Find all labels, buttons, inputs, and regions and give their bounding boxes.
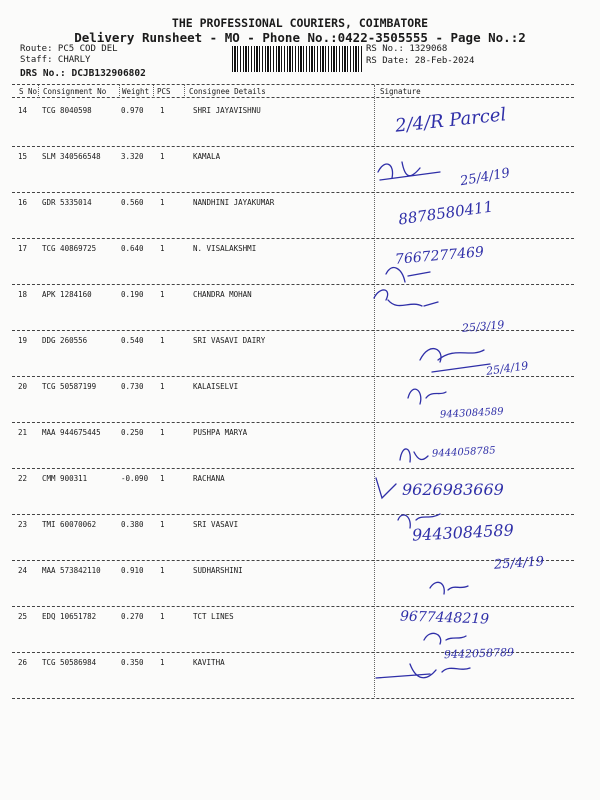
signature-9: 9626983669 xyxy=(402,480,504,499)
cell-consignee: KAMALA xyxy=(193,152,221,161)
cell-pcs: 1 xyxy=(160,106,165,115)
cell-weight: 0.730 xyxy=(121,382,144,391)
signature-13: 9442058789 xyxy=(443,645,515,662)
cell-consignment: DDG 260556 xyxy=(42,336,88,345)
cell-pcs: 1 xyxy=(160,198,165,207)
cell-pcs: 1 xyxy=(160,244,165,253)
cell-sno: 20 xyxy=(18,382,28,391)
cell-consignment: MAA 944675445 xyxy=(42,428,101,437)
cell-consignee: SUDHARSHINI xyxy=(193,566,243,575)
rs-date: RS Date: 28-Feb-2024 xyxy=(366,56,475,66)
cell-pcs: 1 xyxy=(160,520,165,529)
cell-pcs: 1 xyxy=(160,428,165,437)
col-header-signature: Signature xyxy=(380,87,421,96)
signature-6: 25/4/19 xyxy=(485,359,530,378)
cell-consignment: TMI 60070062 xyxy=(42,520,97,529)
cell-consignment: TCG 40869725 xyxy=(42,244,97,253)
cell-weight: 0.250 xyxy=(121,428,144,437)
cell-sno: 16 xyxy=(18,198,28,207)
cell-sno: 25 xyxy=(18,612,28,621)
signature-1: 2/4/R Parcel xyxy=(394,104,508,137)
cell-sno: 23 xyxy=(18,520,28,529)
cell-pcs: 1 xyxy=(160,612,165,621)
col-header-sno: S No xyxy=(19,87,38,96)
cell-sno: 19 xyxy=(18,336,28,345)
cell-consignee: RACHANA xyxy=(193,474,225,483)
signature-5: 25/3/19 xyxy=(461,318,505,335)
signature-3: 8878580411 xyxy=(397,197,495,229)
cell-weight: 0.380 xyxy=(121,520,144,529)
cell-pcs: 1 xyxy=(160,290,165,299)
cell-consignee: PUSHPA MARYA xyxy=(193,428,248,437)
cell-consignee: TCT LINES xyxy=(193,612,234,621)
cell-sno: 24 xyxy=(18,566,28,575)
cell-pcs: 1 xyxy=(160,474,165,483)
staff-label: Staff: CHARLY xyxy=(20,55,91,65)
cell-pcs: 1 xyxy=(160,566,165,575)
col-header-consignment: Consignment No xyxy=(43,87,107,96)
cell-weight: 0.540 xyxy=(121,336,144,345)
cell-consignee: KAVITHA xyxy=(193,658,225,667)
runsheet-subtitle: Delivery Runsheet - MO - Phone No.:0422-3505555 - Page No.:2 xyxy=(74,30,526,45)
cell-consignee: SRI VASAVI xyxy=(193,520,239,529)
cell-weight: -0.090 xyxy=(121,474,149,483)
cell-pcs: 1 xyxy=(160,382,165,391)
route-label: Route: PC5 COD DEL xyxy=(20,44,118,54)
signature-12: 9677448219 xyxy=(399,608,490,628)
signature-4: 7667277469 xyxy=(394,244,485,268)
cell-pcs: 1 xyxy=(160,658,165,667)
signature-11: 25/4/19 xyxy=(493,554,545,573)
cell-sno: 14 xyxy=(18,106,28,115)
cell-sno: 17 xyxy=(18,244,28,253)
cell-weight: 0.560 xyxy=(121,198,144,207)
cell-consignment: SLM 340566548 xyxy=(42,152,101,161)
cell-consignment: TCG 50586984 xyxy=(42,658,97,667)
cell-consignment: TCG 8040598 xyxy=(42,106,92,115)
cell-consignee: SHRI JAYAVISHNU xyxy=(193,106,261,115)
cell-weight: 0.910 xyxy=(121,566,144,575)
cell-weight: 0.270 xyxy=(121,612,144,621)
cell-weight: 3.320 xyxy=(121,152,144,161)
col-header-consignee: Consignee Details xyxy=(189,87,266,96)
signature-2: 25/4/19 xyxy=(459,165,512,190)
cell-consignee: N. VISALAKSHMI xyxy=(193,244,257,253)
signature-8: 9444058785 xyxy=(431,445,496,460)
col-header-weight: Weight xyxy=(122,87,150,96)
cell-consignment: EDQ 10651782 xyxy=(42,612,97,621)
company-title: THE PROFESSIONAL COURIERS, COIMBATORE xyxy=(171,16,429,30)
cell-weight: 0.350 xyxy=(121,658,144,667)
cell-consignment: APK 1284160 xyxy=(42,290,92,299)
cell-consignee: SRI VASAVI DAIRY xyxy=(193,336,266,345)
cell-sno: 18 xyxy=(18,290,28,299)
cell-consignment: TCG 50587199 xyxy=(42,382,97,391)
col-header-pcs: PCS xyxy=(157,87,171,96)
cell-weight: 0.970 xyxy=(121,106,144,115)
cell-weight: 0.190 xyxy=(121,290,144,299)
cell-sno: 22 xyxy=(18,474,28,483)
rs-number: RS No.: 1329068 xyxy=(366,44,448,54)
cell-consignment: CMM 900311 xyxy=(42,474,88,483)
cell-sno: 15 xyxy=(18,152,28,161)
cell-pcs: 1 xyxy=(160,336,165,345)
drs-number: DRS No.: DCJB132906802 xyxy=(20,68,146,79)
cell-sno: 21 xyxy=(18,428,28,437)
signature-10: 9443084589 xyxy=(411,520,515,545)
cell-sno: 26 xyxy=(18,658,28,667)
cell-consignee: KALAISELVI xyxy=(193,382,239,391)
cell-weight: 0.640 xyxy=(121,244,144,253)
cell-pcs: 1 xyxy=(160,152,165,161)
cell-consignee: NANDHINI JAYAKUMAR xyxy=(193,198,275,207)
signature-7: 9443084589 xyxy=(439,406,504,421)
cell-consignment: GDR 5335014 xyxy=(42,198,92,207)
cell-consignee: CHANDRA MOHAN xyxy=(193,290,252,299)
cell-consignment: MAA 573842110 xyxy=(42,566,101,575)
